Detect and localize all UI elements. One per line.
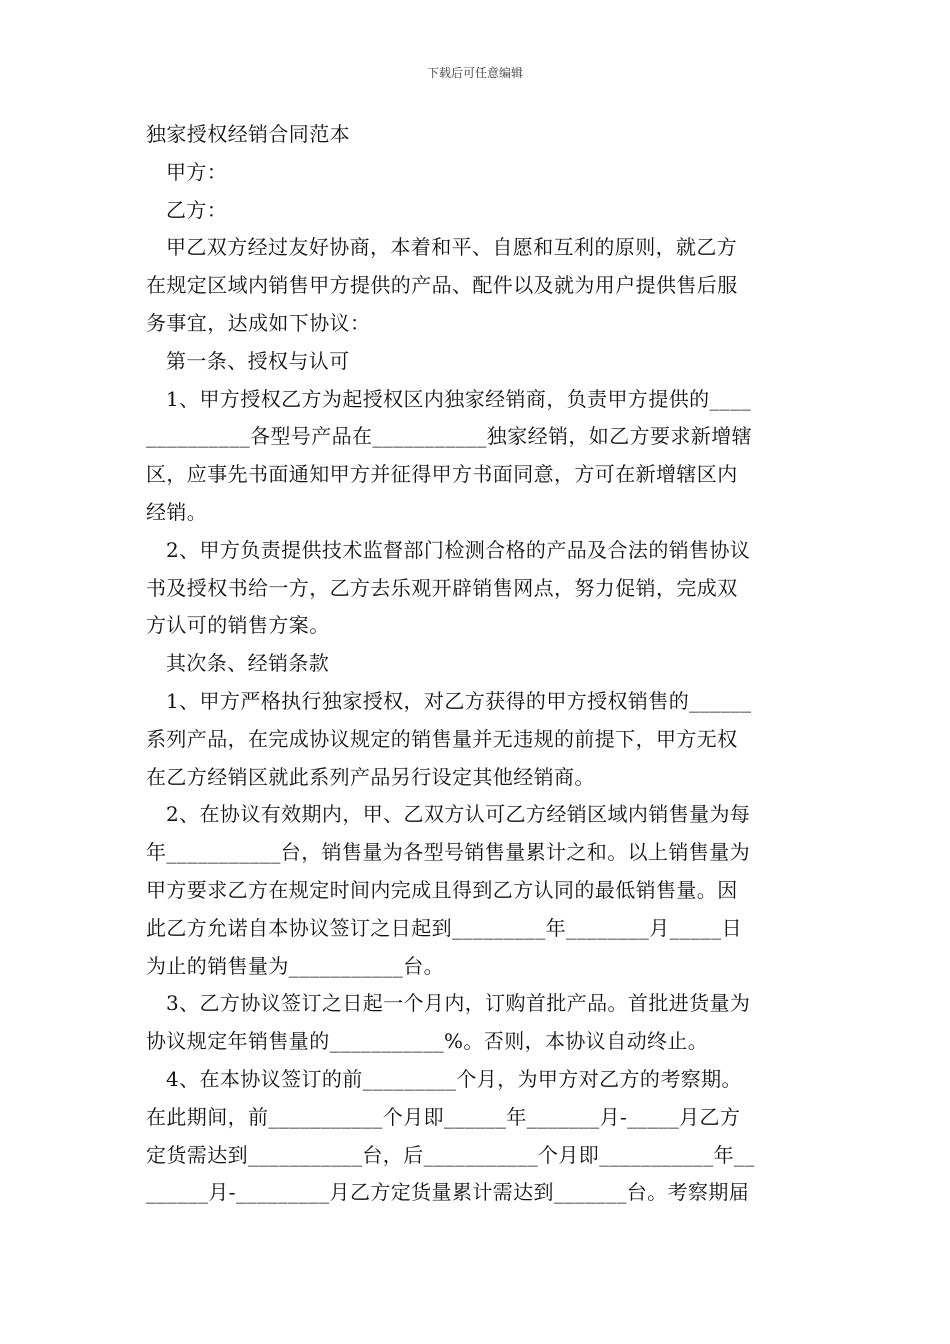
section-heading: 第一条、授权与认可 <box>166 348 350 373</box>
document-title: 独家授权经销合同范本 <box>146 122 350 146</box>
text-line: 在规定区域内销售甲方提供的产品、配件以及就为用户提供售后服 <box>146 273 738 298</box>
text-line: 书及授权书给一方，乙方去乐观开辟销售网点，努力促销，完成双 <box>146 575 738 600</box>
text-line: 经销。 <box>146 499 208 524</box>
text-line: 定货需达到___________台，后___________个月即___________年__ <box>146 1142 755 1167</box>
text-line: 2、甲方负责提供技术监督部门检测合格的产品及合法的销售协议 <box>166 537 751 562</box>
text-line: 2、在协议有效期内，甲、乙双方认可乙方经销区域内销售量为每 <box>166 802 751 827</box>
text-line: 甲乙双方经过友好协商，本着和平、自愿和互利的原则，就乙方 <box>166 235 738 260</box>
text-line: ______月-_________月乙方定货量累计需达到_______台。考察期届 <box>146 1180 750 1205</box>
document-body <box>146 116 810 1212</box>
text-line: 为止的销售量为___________台。 <box>146 953 444 978</box>
text-line: 甲方要求乙方在规定时间内完成且得到乙方认同的最低销售量。因 <box>146 877 738 902</box>
text-line: 系列产品，在完成协议规定的销售量并无违规的前提下，甲方无权 <box>146 726 738 751</box>
text-line: __________各型号产品在___________独家经销，如乙方要求新增辖 <box>146 424 752 449</box>
text-line: 在此期间，前___________个月即______年_______月-_____月乙方 <box>146 1104 741 1129</box>
text-line: 此乙方允诺自本协议签订之日起到_________年________月_____日 <box>146 915 742 940</box>
text-line: 3、乙方协议签订之日起一个月内，订购首批产品。首批进货量为 <box>166 991 751 1016</box>
text-line: 务事宜，达成如下协议： <box>146 310 371 335</box>
party-b-line: 乙方： <box>166 197 228 222</box>
text-line: 协议规定年销售量的___________%。否则，本协议自动终止。 <box>146 1029 709 1054</box>
text-line: 区，应事先书面通知甲方并征得甲方书面同意，方可在新增辖区内 <box>146 462 738 487</box>
text-line: 年___________台，销售量为各型号销售量累计之和。以上销售量为 <box>146 840 750 865</box>
text-line: 1、甲方授权乙方为起授权区内独家经销商，负责甲方提供的____ <box>166 386 752 411</box>
text-line: 在乙方经销区就此系列产品另行设定其他经销商。 <box>146 764 595 789</box>
page-header: 下载后可任意编辑 <box>426 66 523 80</box>
party-a-line: 甲方： <box>166 159 228 184</box>
text-line: 方认可的销售方案。 <box>146 613 330 638</box>
text-line: 4、在本协议签订的前_________个月，为甲方对乙方的考察期。 <box>166 1066 742 1091</box>
text-line: 1、甲方严格执行独家授权，对乙方获得的甲方授权销售的______ <box>166 688 752 713</box>
section-heading: 其次条、经销条款 <box>166 651 330 676</box>
